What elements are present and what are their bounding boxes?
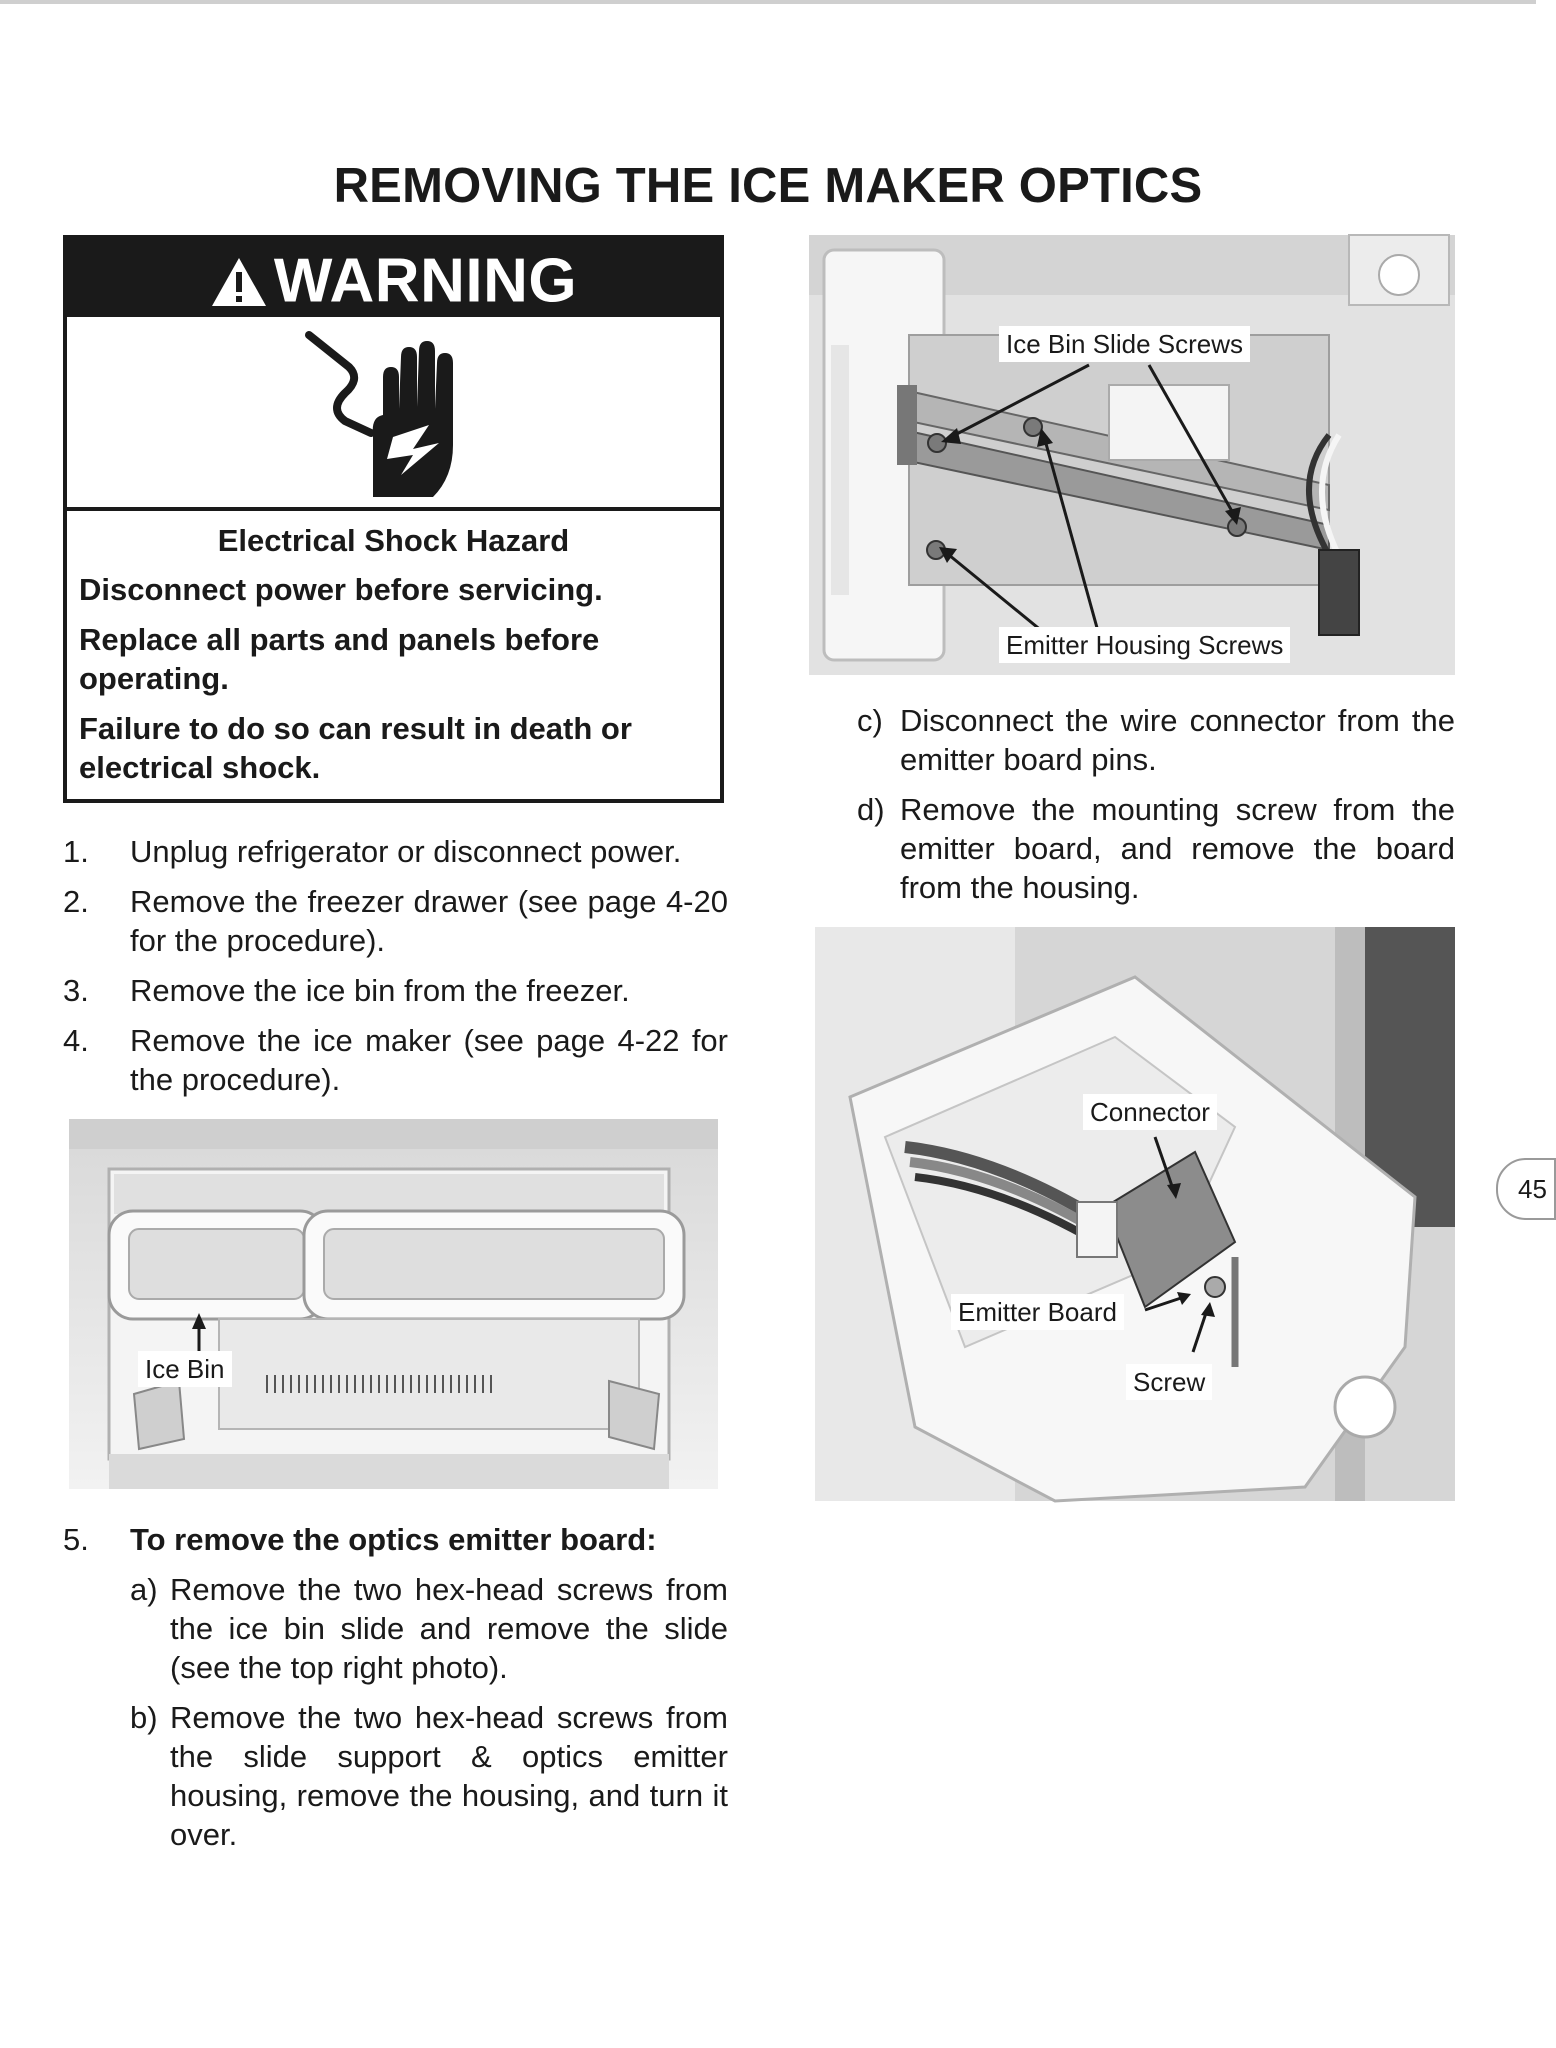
warning-triangle-icon [210,256,268,308]
emitter-board-illustration [815,927,1455,1501]
page-number: 45 [1518,1174,1547,1204]
substep-text: Remove the two hex-head screws from the slide support & optics emitter housing, remove the housing, and turn it over. [170,1700,728,1852]
step-number: 5. [63,1522,89,1557]
screw-label: Screw [1126,1364,1212,1400]
slide-screws-photo [809,235,1455,675]
freezer-illustration [69,1119,718,1489]
substep-item [857,701,1455,779]
emitter-housing-illustration [809,235,1455,675]
warning-box [63,235,724,803]
step-item [63,1021,728,1099]
electric-shock-hand-icon [301,317,471,507]
step-heading-text: To remove the optics emitter board: [130,1522,657,1557]
step-5 [63,1520,728,1865]
step-list [63,832,728,1110]
substep-item [63,1698,728,1854]
emitter-housing-screws-label: Emitter Housing Screws [999,627,1290,663]
step-text: Remove the ice maker (see page 4-22 for the procedure). [130,1023,728,1097]
substep-letter: a) [130,1572,158,1607]
step-text: Remove the ice bin from the freezer. [130,973,630,1008]
substep-text: Disconnect the wire connector from the emitter board pins. [900,703,1455,777]
step-item [63,832,728,871]
warning-header [67,239,720,317]
emitter-board-photo [815,927,1455,1501]
connector-label: Connector [1083,1094,1217,1130]
warning-line: Disconnect power before servicing. [79,572,603,607]
step-number: 4. [63,1023,89,1058]
step-item [63,971,728,1010]
warning-line: Failure to do so can result in death or electrical shock. [79,711,632,785]
emitter-board-label: Emitter Board [951,1294,1124,1330]
ice-bin-slide-screws-label: Ice Bin Slide Screws [999,326,1250,362]
step-text: Unplug refrigerator or disconnect power. [130,834,682,869]
top-rule [0,0,1536,4]
step-number: 2. [63,884,89,919]
warning-text [79,521,708,798]
step-text: Remove the freezer drawer (see page 4-20 for the procedure). [130,884,728,958]
substep-text: Remove the mounting screw from the emitter board, and remove the board from the housing. [900,792,1455,905]
right-substeps [857,701,1455,918]
substep-letter: c) [857,703,883,738]
hazard-title: Electrical Shock Hazard [217,523,570,558]
warning-icon-area [67,317,720,511]
step-number: 1. [63,834,89,869]
substep-item [857,790,1455,907]
warning-line: Replace all parts and panels before operating. [79,622,600,696]
page-title: REMOVING THE ICE MAKER OPTICS [333,159,1203,213]
ice-bin-label: Ice Bin [138,1351,232,1387]
substep-letter: d) [857,792,885,827]
step-5-heading [63,1520,728,1559]
freezer-photo [69,1119,718,1489]
step-number: 3. [63,973,89,1008]
substep-letter: b) [130,1700,158,1735]
step-item [63,882,728,960]
substep-text: Remove the two hex-head screws from the ice bin slide and remove the slide (see the top right photo). [170,1572,728,1685]
warning-word: WARNING [273,246,578,316]
substep-item [63,1570,728,1687]
